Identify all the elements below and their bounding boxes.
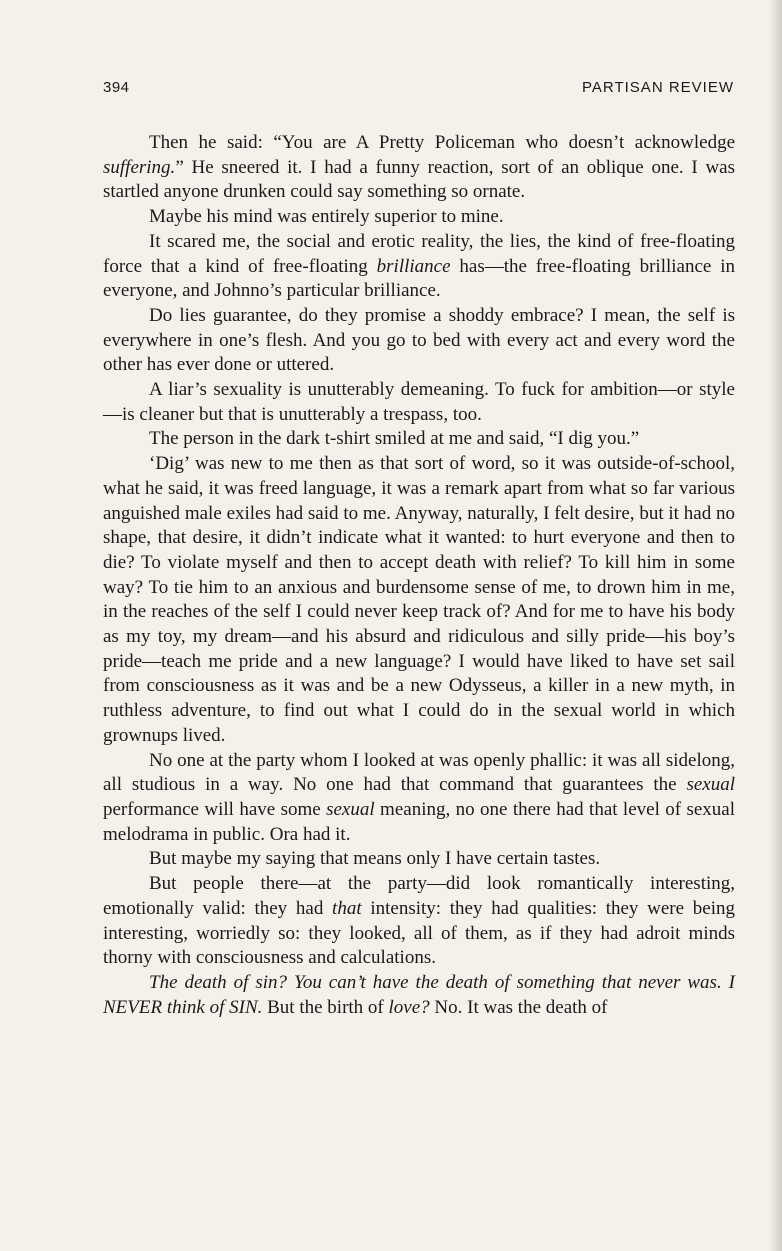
paragraph: [103, 230, 735, 304]
text-run: But maybe my saying that means only I have certain tastes.: [149, 848, 601, 870]
page-edge-shadow: [768, 0, 782, 1251]
text-run: But the birth of: [262, 996, 389, 1018]
text-run: It scared me, the social and erotic reality, the lies, the kind of free-floating force that a kind of free-floating: [103, 230, 735, 277]
italic-text: The death of sin? You can’t have the death of something that never was. I NEVER think of SIN.: [103, 971, 735, 1018]
running-head: PARTISAN REVIEW: [582, 79, 734, 96]
italic-text: brilliance: [376, 255, 451, 277]
text-run: Do lies guarantee, do they promise a shoddy embrace? I mean, the self is everywhere in one’s flesh. And you go to bed with every act and every word the other has ever done or uttered.: [103, 304, 735, 376]
paragraph: [103, 749, 735, 848]
text-run: intensity: they had qualities: they were being interesting, worriedly so: they looked, all of them, as if they had adroit minds thorny with consciousness and calculations.: [103, 897, 735, 969]
paragraph: [103, 971, 735, 1020]
text-run: Maybe his mind was entirely superior to mine.: [149, 206, 504, 228]
text-run: ‘Dig’ was new to me then as that sort of word, so it was outside-of-school, what he said, it was freed language, it was a remark apart from what so far various anguished male exiles had said to me. Anyway, naturally, I felt desire, but it had no shape, that desire, it didn’t indicate what it wanted: to hurt everyone and then to die? To violate myself and then to accept death with relief? To kill him in some way? To tie him to an anxious and burdensome sense of me, to drown him in me, in the reaches of the self I could never keep track of? And for me to have his body as my toy, my dream—and his absurd and ridiculous and silly pride—his boy’s pride—teach me pride and a new language? I would have liked to have set sail from consciousness as it was and be a new Odysseus, a killer in a new myth, in ruthless adventure, to find out what I could do in the sexual world in which grownups lived.: [103, 453, 735, 746]
text-run: No one at the party whom I looked at was openly phallic: it was all sidelong, all studious in a way. No one had that command that guarantees the: [103, 749, 735, 796]
italic-text: that: [332, 897, 362, 919]
paragraph: [103, 131, 735, 205]
italic-text: suffering.: [103, 156, 176, 178]
paragraph: [103, 872, 735, 971]
text-run: Then he said: “You are A Pretty Policeman who doesn’t acknowledge: [149, 132, 735, 153]
paragraph: [103, 847, 735, 872]
text-run: A liar’s sexuality is unutterably demeaning. To fuck for ambition—or style—is cleaner but that is unutterably a trespass, too.: [103, 379, 735, 425]
text-run: But people there—at the party—did look romantically interesting, emotionally valid: they had: [103, 873, 735, 919]
text-run: has—the free-floating brilliance in everyone, and Johnno’s particular brilliance.: [103, 255, 735, 302]
text-run: meaning, no one there had that level of sexual melodrama in public. Ora had it.: [103, 798, 735, 845]
paragraph: [103, 427, 735, 452]
italic-text: love?: [388, 996, 430, 1018]
paragraph: [103, 205, 735, 230]
paragraph: [103, 378, 735, 427]
page-number: 394: [103, 79, 130, 96]
text-run: The person in the dark t-shirt smiled at me and said, “I dig you.”: [149, 428, 640, 450]
paragraph: [103, 452, 735, 748]
italic-text: sexual: [686, 774, 735, 796]
text-run: ” He sneered it. I had a funny reaction, sort of an oblique one. I was startled anyone drunken could say something so ornate.: [103, 156, 735, 203]
body-text: [103, 131, 735, 1020]
text-run: No. It was the death of: [429, 996, 608, 1018]
paragraph: [103, 304, 735, 378]
text-run: performance will have some: [103, 798, 327, 820]
italic-text: sexual: [326, 798, 375, 820]
